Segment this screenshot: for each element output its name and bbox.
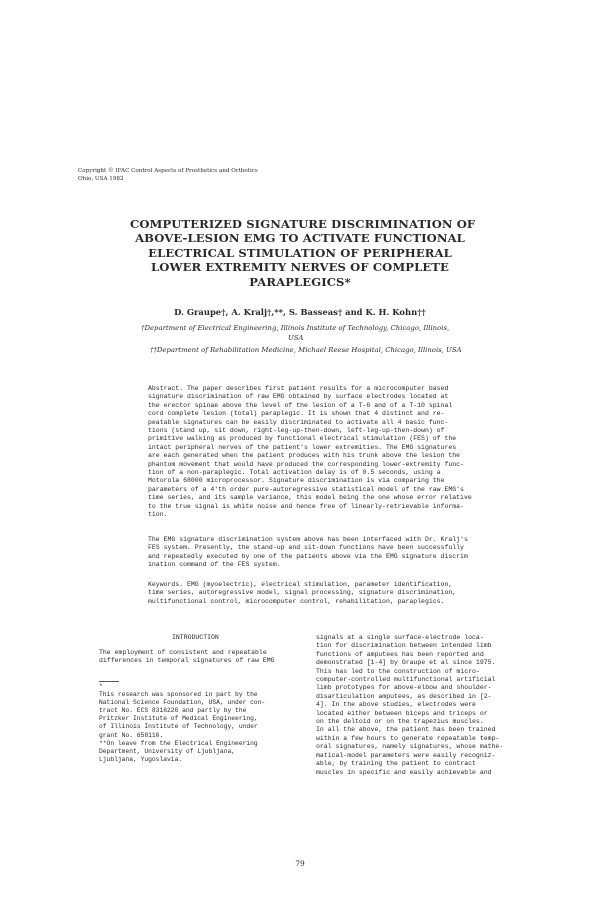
title-line: COMPUTERIZED SIGNATURE DISCRIMINATION OF: [130, 217, 476, 231]
body-line: limb prototypes for above-elbow and shoulder-: [316, 684, 492, 692]
body-line: signals at a single surface-electrode loca-: [316, 634, 484, 641]
abstract-line: signature discrimination of raw EMG obtained by surface electrodes located at: [148, 393, 449, 401]
keywords-line: Keywords. EMG (myoelectric), electrical stimulation, parameter identification,: [148, 581, 453, 588]
abstract-line: the erector spinae above the level of the lesion of a T-6 and of a T-10 spinal: [148, 401, 453, 409]
abstract-line: to the true signal is white noise and hence free of linearly-retrievable informa-: [148, 502, 464, 510]
copyright-line: Copyright © IFAC Control Aspects of Prosthetics and Orthotics: [78, 168, 258, 174]
body-line: functions of amputees has been reported and: [316, 650, 484, 658]
body-line: The employment of consistent and repeatable: [99, 649, 267, 656]
title-line: ELECTRICAL STIMULATION OF PERIPHERAL: [148, 245, 452, 260]
author-list: D. Graupe†, A. Kralj†,**, S. Basseas† and K. H. Kohn††: [174, 307, 426, 317]
body-line: muscles in specific and easily achievable and: [316, 768, 492, 776]
body-line: matical-model parameters were easily recogniz-: [316, 751, 496, 759]
copyright-notice: [78, 168, 258, 183]
abstract-line: ination command of the FES system.: [148, 561, 281, 569]
body-line: demonstrated [1-4] by Graupe et al since 1975.: [316, 659, 496, 667]
body-line: located either between biceps and triceps or: [316, 709, 488, 717]
footnote-line: *: [99, 683, 103, 690]
abstract-line: tion.: [148, 511, 168, 519]
abstract-line: tion of a non-paraplegic. Total activation delay is of 0.5 seconds, using a: [148, 469, 441, 477]
abstract: [148, 385, 472, 520]
abstract-line: primitive walking as produced by functional electrical stimulation (FES) of the: [148, 435, 457, 443]
abstract-line: tions (stand up, sit down, right-leg-up-then-down, left-leg-up-then-down) of: [148, 427, 445, 435]
footnote-divider: [99, 681, 119, 682]
page-number: 79: [295, 859, 305, 868]
body-line: This has led to the construction of micro-: [316, 667, 480, 675]
title-line: LOWER EXTREMITY NERVES OF COMPLETE: [151, 260, 449, 275]
affiliation-1-continued: USA: [288, 334, 304, 342]
keywords-line: time series, autoregressive model, signal processing, signature discrimination,: [148, 589, 457, 597]
affiliation-2: ††Department of Rehabilitation Medicine, Michael Reese Hospital, Chicago, Illinois, USA: [150, 346, 462, 354]
abstract-line: and repeatedly executed by one of the patients above via the EMG signature discrim: [148, 552, 468, 560]
footnote-line: Pritzker Institute of Medical Engineering,: [99, 715, 258, 723]
abstract-line: The EMG signature discrimination system above has been interfaced with Dr. Kralj's: [148, 536, 468, 543]
footnote-line: Department, University of Ljubljana,: [99, 747, 236, 755]
abstract-line: Motorola 68000 microprocessor. Signature discrimination is via comparing the: [148, 477, 445, 485]
affiliation-1: †Department of Electrical Engineering, Illinois Institute of Technology, Chicago, Illinois,: [141, 324, 450, 332]
footnote-line: **On leave from the Electrical Engineering: [99, 739, 258, 747]
footnote-line: National Science Foundation, USA, under con-: [99, 699, 266, 707]
right-column-text: [316, 634, 503, 777]
footnote-line: tract No. ECS 8316226 and partly by the: [99, 707, 247, 715]
footnote-line: Ljubljana, Yugoslavia.: [99, 755, 183, 763]
body-line: In all the above, the patient has been trained: [316, 726, 496, 734]
body-line: able, by training the patient to contract: [316, 760, 476, 768]
abstract-line: FES system. Presently, the stand-up and sit-down functions have been successfully: [148, 544, 464, 552]
copyright-line: Ohio, USA 1982: [78, 175, 124, 182]
abstract-line: cord complete lesion (total) paraplegic. It is shown that 4 distinct and re-: [148, 410, 445, 418]
left-column-text: [99, 649, 275, 666]
body-line: tion for discrimination between intended limb: [316, 642, 492, 650]
body-line: differences in temporal signatures of raw EMG: [99, 657, 275, 665]
abstract-line: are each generated when the patient produces with his trunk above the lesion the: [148, 452, 461, 460]
abstract-paragraph-2: [148, 536, 468, 570]
footnote-line: grant No. 658110.: [99, 731, 164, 739]
footnote-line: This research was sponsored in part by the: [99, 691, 258, 699]
body-line: within a few hours to generate repeatable temp-: [316, 734, 500, 742]
body-line: 4]. In the above studies, electrodes were: [316, 701, 476, 709]
body-line: oral signatures, namely signatures, whose mathe-: [316, 743, 504, 751]
abstract-line: parameters of a 4'th order pure-autoregressive statistical model of the raw EMG's: [148, 485, 464, 493]
keywords-line: multifunctional control, microcomputer control, rehabilitation, paraplegics.: [148, 597, 445, 605]
footnote-line: of Illinois Institute of Technology, under: [99, 723, 258, 731]
section-heading-introduction: INTRODUCTION: [172, 634, 219, 641]
title-line: ABOVE-LESION EMG TO ACTIVATE FUNCTIONAL: [135, 231, 465, 246]
footnotes: [99, 683, 265, 764]
body-line: disarticulation amputees, as described in [2-: [316, 692, 492, 700]
body-line: on the deltoid or on the trapezius muscles.: [316, 718, 484, 726]
paper-title: [130, 217, 476, 289]
abstract-line: Abstract. The paper describes first patient results for a microcomputer based: [148, 385, 449, 392]
abstract-line: time series, and its sample variance, this model being the one whose error relative: [148, 494, 472, 502]
abstract-line: peatable signatures can be easily discriminated to activate all 4 basic func-: [148, 418, 449, 426]
abstract-line: phantom movement that would have produced the corresponding lower-extremity func-: [148, 460, 464, 468]
title-line: PARAPLEGICS*: [249, 274, 351, 289]
abstract-line: intact peripheral nerves of the patient's lower extremities. The EMG signatures: [148, 443, 457, 451]
body-line: computer-controlled multifunctional artificial: [316, 676, 496, 684]
keywords: [148, 581, 456, 606]
